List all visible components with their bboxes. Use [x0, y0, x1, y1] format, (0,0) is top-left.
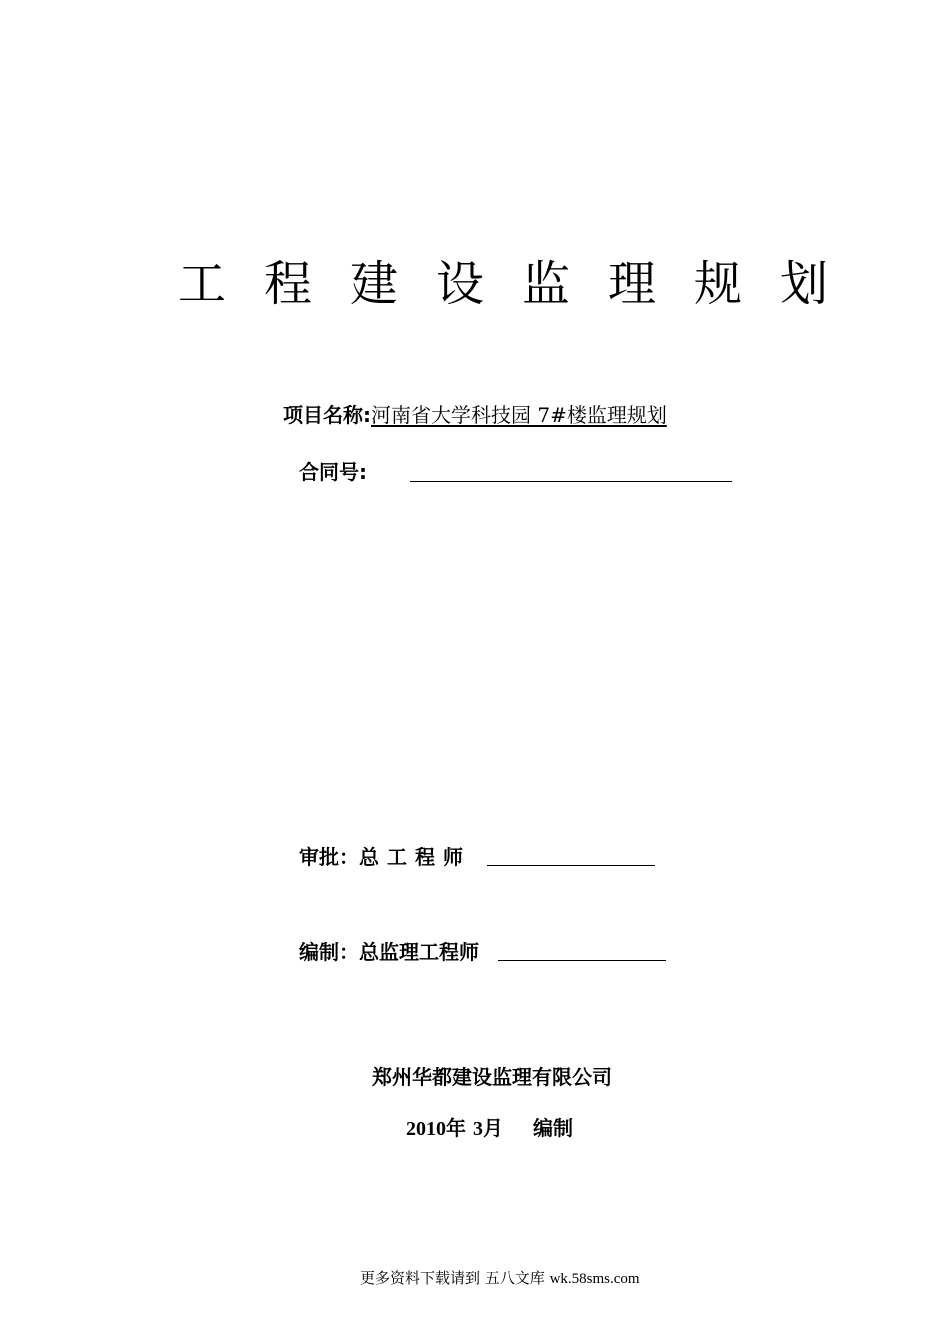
footer-note	[360, 1268, 640, 1289]
date-year-char: 年	[446, 1116, 466, 1140]
project-name-row	[283, 401, 667, 429]
contract-number-blank-line	[410, 481, 732, 482]
approval-label: 审批：	[299, 845, 359, 869]
date-month-number: 3	[472, 1118, 483, 1140]
compiler-signature-line	[498, 960, 666, 961]
compiler-row	[299, 938, 479, 966]
project-name-value: 河南省大学科技园 7#楼监理规划	[371, 403, 667, 427]
date-line	[406, 1114, 573, 1143]
date-action: 编制	[532, 1116, 573, 1140]
contract-number-row	[299, 458, 367, 486]
contract-number-label: 合同号:	[299, 460, 367, 484]
date-year-number: 2010	[406, 1118, 446, 1140]
footer-site-link[interactable]: wk.58sms.com	[549, 1271, 640, 1287]
date-month-char: 月	[482, 1116, 503, 1140]
approval-signature-line	[487, 865, 655, 866]
project-name-label: 项目名称:	[283, 403, 371, 427]
compiler-role: 总监理工程师	[359, 940, 479, 964]
approval-role: 总工程师	[359, 845, 471, 869]
footer-text: 更多资料下载请到 五八文库	[360, 1269, 545, 1287]
document-title: 工程建设监理规划	[178, 256, 867, 312]
compiler-label: 编制：	[299, 940, 359, 964]
company-name: 郑州华都建设监理有限公司	[372, 1065, 612, 1089]
approval-row	[299, 843, 471, 871]
